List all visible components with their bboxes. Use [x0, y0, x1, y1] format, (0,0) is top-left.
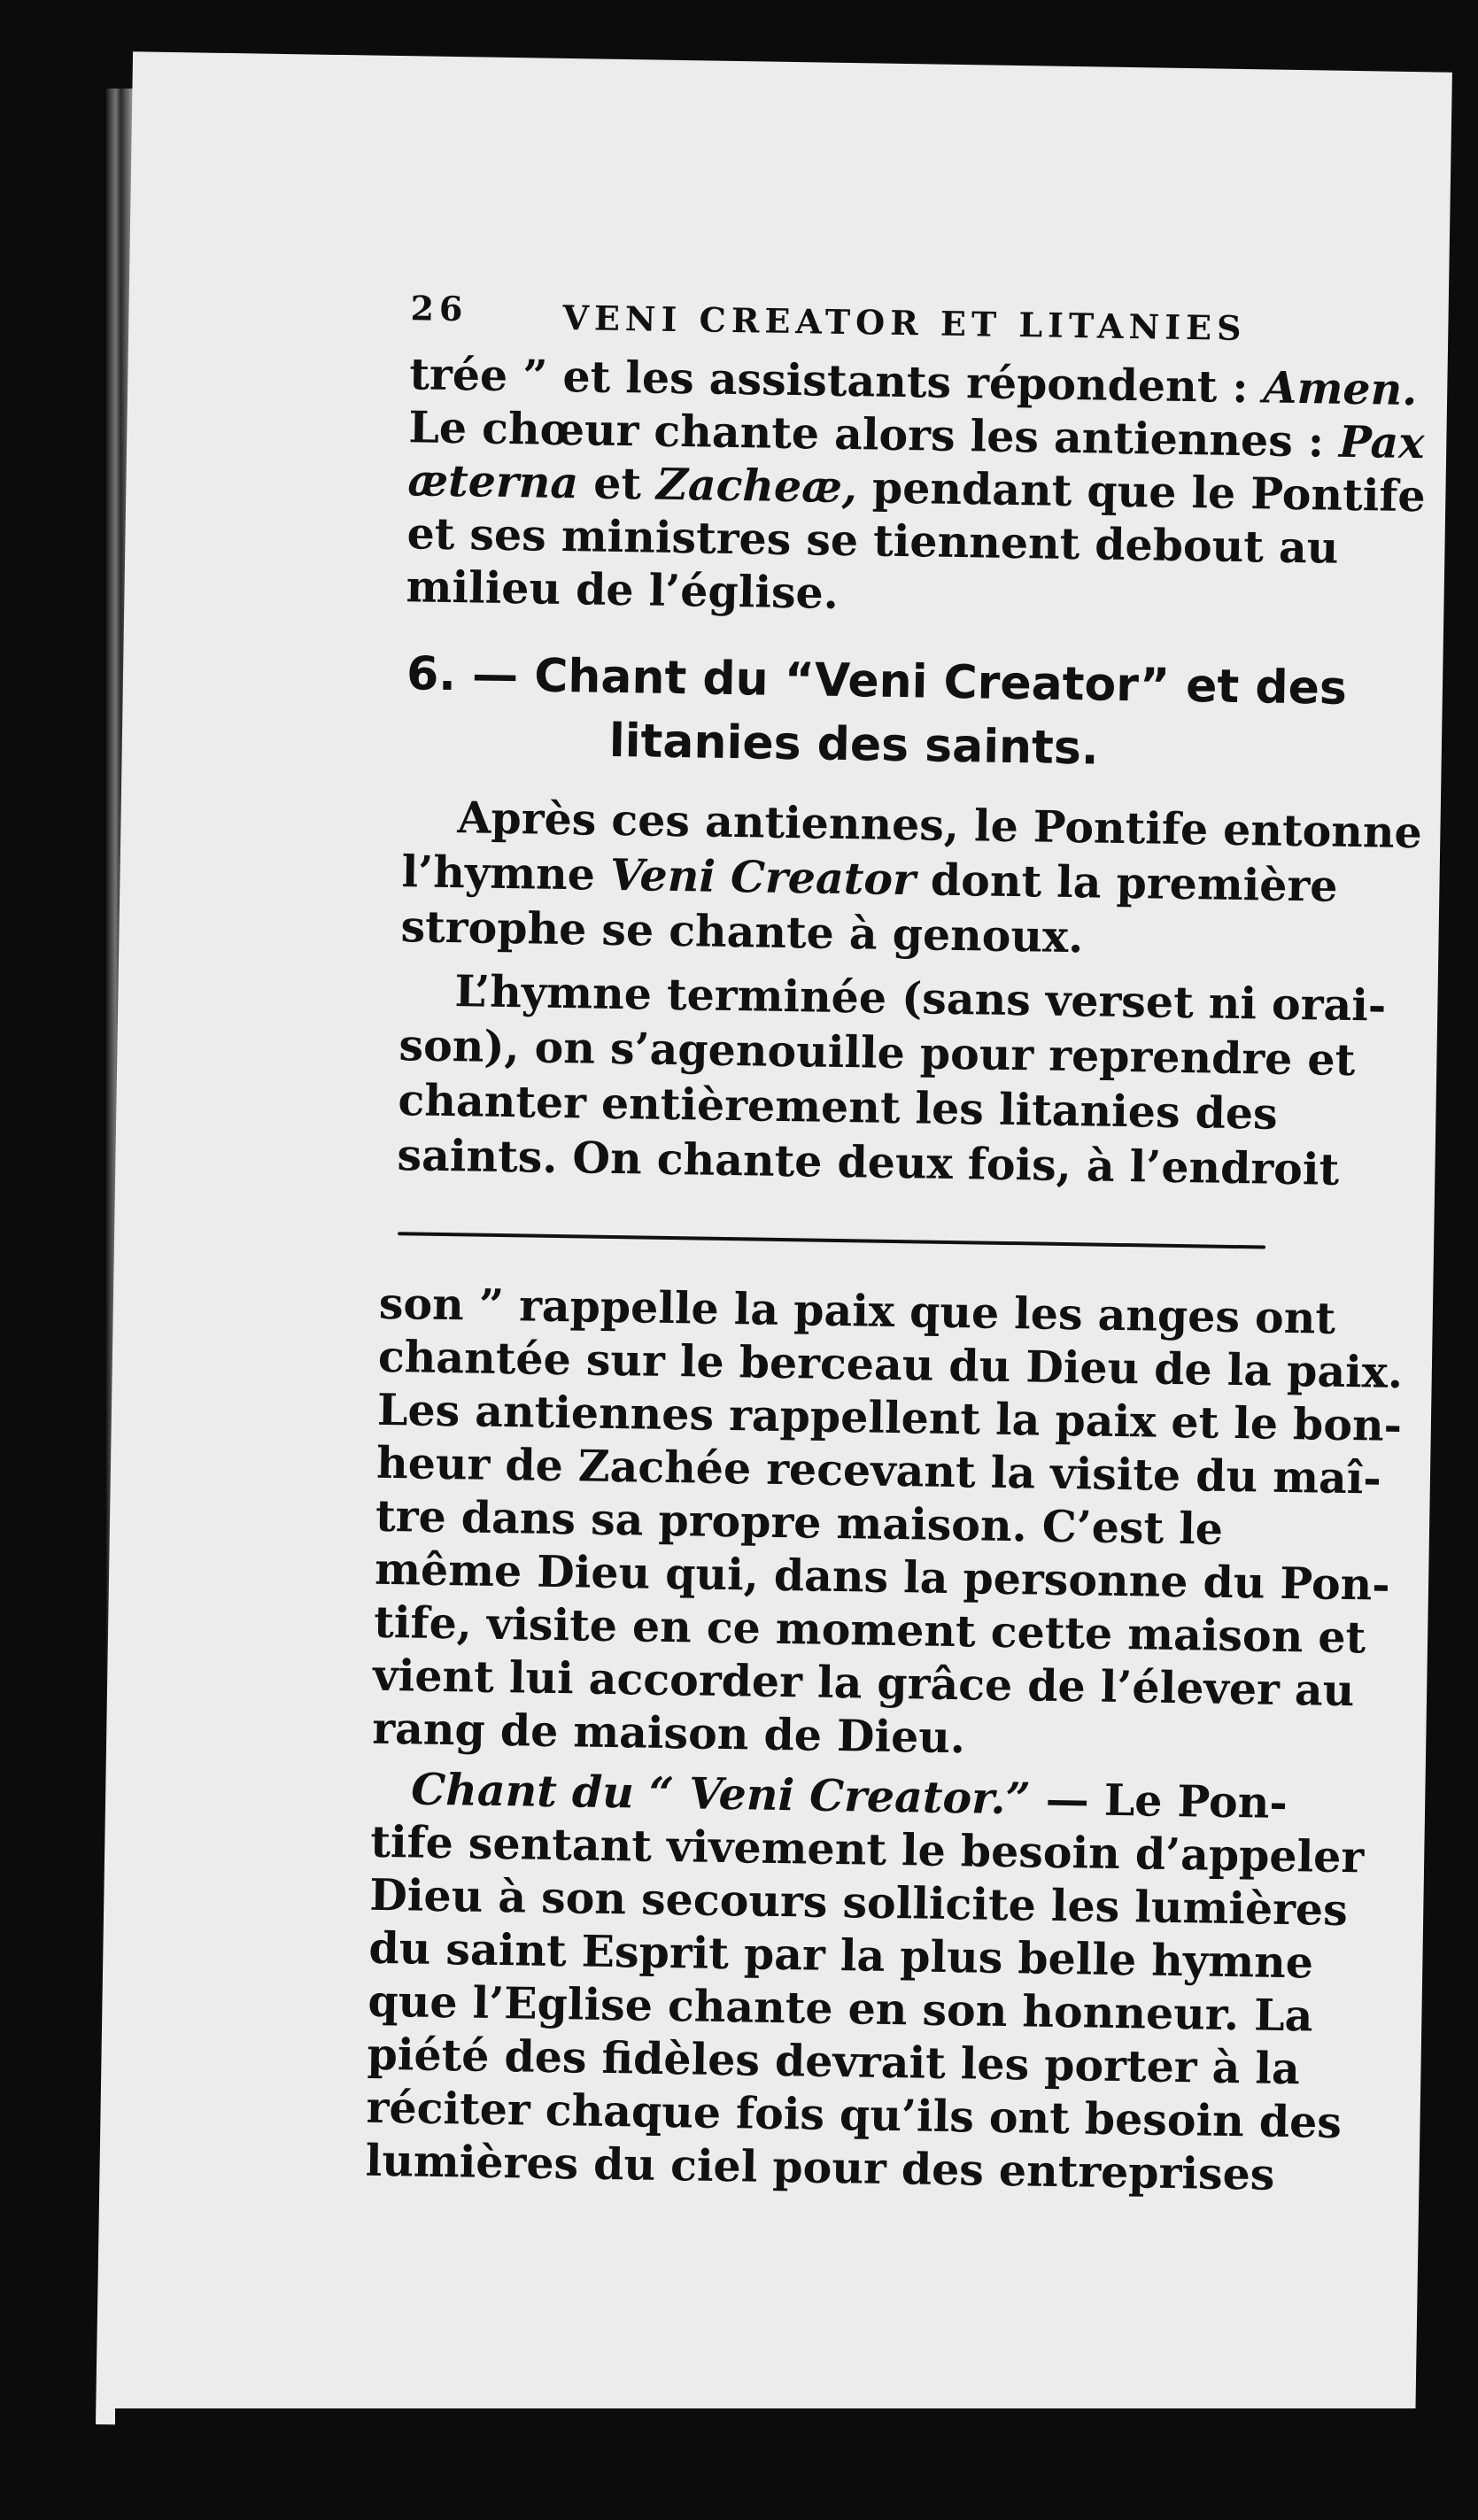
text-line: et ses ministres se tiennent debout au — [406, 507, 1339, 574]
section-heading: 6. — Chant du “Veni Creator” et des — [406, 647, 1348, 715]
running-title: VENI CREATOR ET LITANIES — [562, 297, 1247, 349]
footnote-line: piété des fidèles devrait les porter à la — [367, 2028, 1301, 2095]
footnote-rule — [398, 1232, 1265, 1248]
footnote-line: son ” rappelle la paix que les anges ont — [378, 1277, 1336, 1344]
page-notch — [1464, 815, 1478, 841]
footnote-line: tife, visite en ce moment cette maison et — [373, 1596, 1366, 1664]
text-line: strophe se chante à genoux. — [400, 901, 1084, 963]
footnote-line: que l’Eglise chante en son honneur. La — [368, 1975, 1313, 2042]
footnote-line: Les antiennes rappellent la paix et le bon- — [376, 1383, 1403, 1451]
footnote-line: chantée sur le berceau du Dieu de la paix. — [377, 1330, 1404, 1399]
footnote-line: tife sentant vivement le besoin d’appeler — [369, 1815, 1365, 1883]
footnote-line: réciter chaque fois qu’ils ont besoin des — [366, 2081, 1343, 2149]
text-line: Le chœur chante alors les antiennes : Pax — [408, 401, 1425, 469]
footnote-line: vient lui accorder la grâce de l’élever au — [372, 1649, 1355, 1717]
text-line: L’hymne terminée (sans verset ni orai- — [454, 965, 1387, 1032]
book-page — [96, 51, 1452, 2445]
text-line: trée ” et les assistants répondent : Amen. — [408, 348, 1418, 416]
text-line: milieu de l’église. — [406, 560, 840, 619]
text-line: son), on s’agenouille pour reprendre et — [399, 1019, 1356, 1086]
page-number: 26 — [410, 288, 468, 329]
bottom-shadow — [115, 2408, 1478, 2520]
footnote-line: Chant du “ Veni Creator.” — Le Pon- — [410, 1763, 1288, 1829]
footnote-line: Dieu à son secours sollicite les lumières — [368, 1868, 1349, 1936]
text-line: Après ces antiennes, le Pontife entonne — [457, 792, 1423, 859]
text-line: l’hymne Veni Creator dont la première — [401, 846, 1338, 912]
footnote-line: lumières du ciel pour des entreprises — [365, 2134, 1275, 2200]
text-line: chanter entièrement les litanies des — [398, 1074, 1279, 1140]
page-notch — [1461, 1240, 1475, 1266]
footnote-line: heur de Zachée recevant la visite du maî- — [375, 1436, 1382, 1504]
text-line: æterna et Zacheæ, pendant que le Pontife — [407, 454, 1427, 522]
footnote-line: tre dans sa propre maison. C’est le — [375, 1489, 1224, 1555]
section-heading-cont: litanies des saints. — [608, 714, 1100, 776]
footnote-line: même Dieu qui, dans la personne du Pon- — [374, 1542, 1391, 1611]
page-notch — [1459, 1665, 1474, 1691]
text-line: saints. On chante deux fois, à l’endroit — [397, 1129, 1340, 1195]
footnote-line: rang de maison de Dieu. — [371, 1702, 966, 1764]
footnote-line: du saint Esprit par la plus belle hymne — [368, 1921, 1314, 1989]
